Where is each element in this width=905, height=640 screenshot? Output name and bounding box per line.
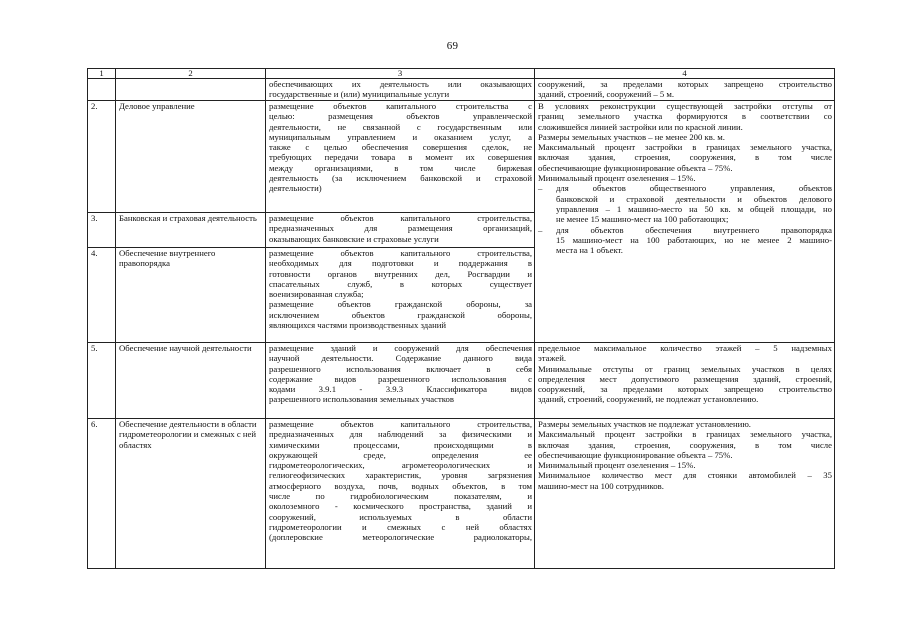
use-name: Банковская и страховая деятельность [116,213,266,248]
parameters-cell [535,79,835,101]
description-line: размещение объектов капитального строительства, [269,419,532,429]
table-row [88,79,835,101]
use-name [116,79,266,101]
parameters-line: включая здания, строения, сооружения, в том числе [538,439,832,450]
description-line: также с целью обеспечения совершения сделок, не [269,142,532,153]
parameters-line: Минимальное количество мест для стоянки автомобилей – 35 [538,470,832,481]
use-description [266,419,535,569]
description-line: требующих передачи товара в момент их совершения [269,152,532,163]
description-line: (доплеровские метеорологические радиолокаторы, [269,532,532,543]
description-line: являющихся частями производственных зданий [269,320,447,331]
bullet-line: для объектов обеспечения внутреннего правопорядка [556,224,832,235]
row-number: 5. [88,343,116,419]
column-header-1: 1 [88,69,116,79]
row-number: 6. [88,419,116,569]
parking-bullet [538,183,832,224]
bullet-line: 15 машино-мест на 100 работающих, но не менее 2 машино- [556,234,832,245]
row-number: 3. [88,213,116,248]
parameters-line: Минимальный процент озеленения – 15%. [538,460,696,471]
parameters-line: сооружений, за пределами которых запрещено строительство [538,384,832,395]
bullet-dash: – [538,224,543,235]
description-line: деятельности) [269,183,322,194]
description-line: размещение объектов капитального строительства с [269,101,532,111]
parameters-line: обеспечивающие функционирование объекта – 75%. [538,162,733,173]
bullet-dash: – [538,183,543,194]
description-line: содержание видов разрешенного использования с [269,373,532,384]
column-header-2: 2 [116,69,266,79]
description-line: спасательных служб, в которых существует [269,278,532,289]
parameters-line: Максимальный процент застройки в границах земельного участка, [538,429,832,440]
description-line: околоземного - космического пространства, зданий и [269,501,532,512]
description-line: научной деятельности. Содержание данного вида [269,353,532,364]
parameters-line: машино-мест на 100 сотрудников. [538,480,664,491]
description-line: размещение зданий и сооружений для обеспечения [269,343,532,353]
description-line: разрешенного использования земельных участков [269,394,454,405]
use-description [266,79,535,101]
description-line: разрешенного использования включает в себя [269,363,532,374]
description-line: муниципальным управлением и оказанием услуг, а [269,131,532,142]
description-line: химическими процессами, происходящими в [269,439,532,450]
parameters-line: предельное максимальное количество этажей – 5 надземных [538,343,832,353]
description-line: сооружений, используемых в области [269,511,532,522]
parameters-line: Размеры земельных участков – не менее 200 кв. м. [538,131,725,142]
bullet-line: для объектов общественного управления, объектов [556,183,832,194]
use-description [266,343,535,419]
parameters-line: сооружений, за пределами которых запрещено строительство [538,79,832,89]
parameters-line: зданий, строений, сооружений – 5 м. [538,89,675,100]
description-line: оказывающих банковские и страховые услуги [269,233,439,244]
column-header-3: 3 [266,69,535,79]
description-line: гелиогеофизических характеристик, уровня загрязнения [269,470,532,481]
row-number [88,79,116,101]
description-line: размещение объектов капитального строительства, [269,213,532,223]
use-name: Обеспечение внутреннего правопорядка [116,248,266,343]
description-line: окружающей среде, определения ее [269,449,532,460]
description-line: размещение объектов капитального строительства, [269,248,532,258]
parameters-line: обеспечивающие функционирование объекта – 75%. [538,449,733,460]
use-name: Обеспечение научной деятельности [116,343,266,419]
column-header-4: 4 [535,69,835,79]
description-line: кодами 3.9.1 - 3.9.3 Классификатора видов [269,384,532,395]
parameters-line: Минимальный процент озеленения – 15%. [538,173,696,184]
use-name: Деловое управление [116,101,266,213]
parameters-line: В условиях реконструкции существующей застройки отступы от [538,101,832,111]
bullet-line: не менее 15 машино-мест на 100 работающих; [556,214,729,225]
description-line: государственные и (или) муниципальные услуги [269,89,450,100]
description-line: военизированная служба; [269,289,364,300]
description-line: между организациями, в том числе биржевая [269,162,532,173]
parameters-line: Максимальный процент застройки в границах земельного участка, [538,142,832,153]
description-line: гидрометеорологии и смежных с ней областях [269,521,532,532]
row-number: 2. [88,101,116,213]
use-name: Обеспечение деятельности в области гидрометеорологии и смежных с ней областях [116,419,266,569]
parameters-cell [535,101,835,343]
table-row [88,343,835,419]
parameters-line: сложившейся линией застройки или по красной линии. [538,121,743,132]
parameters-line: Размеры земельных участков не подлежат установлению. [538,419,751,429]
parameters-line: Минимальные отступы от границ земельных участков в целях [538,363,832,374]
use-description [266,101,535,213]
description-line: обеспечивающих их деятельность или оказывающих [269,79,532,89]
page-number: 69 [446,40,459,52]
bullet-line: места на 1 объект. [556,245,623,256]
parking-bullet [538,225,832,256]
use-description [266,248,535,343]
description-line: деятельности, не связанной с государственным или [269,121,532,132]
parameters-line: включая здания, строения, сооружения, в том числе [538,152,832,163]
bullet-line: банковской и страховой деятельности и объектов делового [556,193,832,204]
description-line: целью: размещения объектов управленческой [269,111,532,122]
use-description [266,213,535,248]
description-line: числе по гидробиологическим показателям, и [269,491,532,502]
parameters-line: этажей. [538,353,567,364]
row-number: 4. [88,248,116,343]
description-line: необходимых для подготовки и поддержания в [269,258,532,269]
parameters-cell [535,419,835,569]
description-line: предназначенных для наблюдений за физическими и [269,429,532,440]
description-line: гидрометеорологических, агрометеорологических и [269,460,532,471]
parameters-line: границ земельного участка формируются в соответствии со [538,111,832,122]
parameters-cell [535,343,835,419]
table-header-row [88,69,835,79]
table-row [88,419,835,569]
description-line: исключением объектов гражданской обороны, [269,309,532,320]
description-line: деятельность (за исключением банковской и страховой [269,173,532,184]
regulations-table [87,68,835,569]
parameters-line: зданий, строений, сооружений, не подлежат установлению. [538,394,759,405]
table-row [88,101,835,213]
description-line: предназначенных для размещения организаций, [269,223,532,234]
description-line: размещение объектов гражданской обороны, за [269,299,532,310]
description-line: атмосферного воздуха, почв, водных объектов, в том [269,480,532,491]
description-line: готовности органов внутренних дел, Росгвардии и [269,268,532,279]
parameters-line: определения мест допустимого размещения зданий, строений, [538,373,832,384]
bullet-line: управления – 1 машино-место на 50 кв. м общей площади, но [556,203,832,214]
